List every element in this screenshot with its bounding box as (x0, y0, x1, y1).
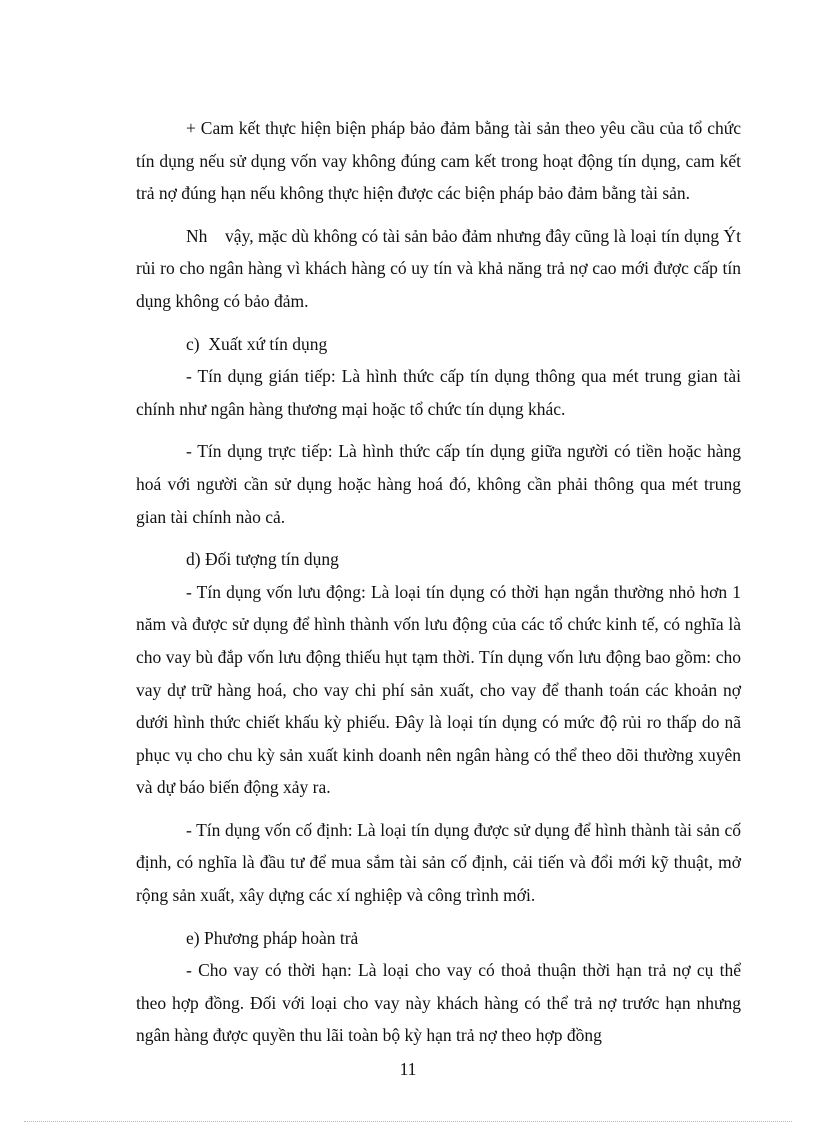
page-body (136, 112, 746, 1062)
paragraph-fixed-capital-credit: - Tín dụng vốn cố định: Là loại tín dụng được sử dụng để hình thành tài sản cố định, có nghĩa là đầu tư để mua sắm tài sản cố định, cải tiến và đổi mới kỹ thuật, mở rộng sản xuất, xây dựng các xí nghiệp và công trình mới. (136, 819, 741, 906)
paragraph-term-loan: - Cho vay có thời hạn: Là loại cho vay có thoả thuận thời hạn trả nợ cụ thể theo hợp đồng. Đối với loại cho vay này khách hàng có thể trả nợ trước hạn nhưng ngân hàng được quyền thu lãi toàn bộ kỳ hạn trả nợ theo hợp đồng (136, 960, 741, 1046)
heading-credit-origin: c) Xuất xứ tín dụng (186, 333, 328, 354)
heading-repayment-method: e) Phương pháp hoàn trả (186, 927, 359, 948)
paragraph-unsecured-credit: Nh vậy, mặc dù không có tài sản bảo đảm nhưng đây cũng là loại tín dụng Ýt rủi ro cho ngân hàng vì khách hàng có uy tín và khả năng trả nợ cao mới được cấp tín dụng không có bảo đảm. (136, 225, 746, 311)
paragraph-indirect-credit: - Tín dụng gián tiếp: Là hình thức cấp tín dụng thông qua mét trung gian tài chính như ngân hàng thương mại hoặc tổ chức tín dụng khác. (136, 366, 741, 419)
heading-credit-object: d) Đối tượng tín dụng (186, 549, 339, 570)
paragraph-direct-credit: - Tín dụng trực tiếp: Là hình thức cấp tín dụng giữa người có tiền hoặc hàng hoá với người cần sử dụng hoặc hàng hoá đó, không cần phải thông qua mét trung gian tài chính nào cả. (136, 441, 741, 527)
paragraph-commitment: + Cam kết thực hiện biện pháp bảo đảm bằng tài sản theo yêu cầu của tổ chức tín dụng nếu sử dụng vốn vay không đúng cam kết trong hoạt động tín dụng, cam kết trả nợ đúng hạn nếu không thực hiện được các biện pháp bảo đảm bằng tài sản. (136, 118, 741, 204)
page-number: 11 (399, 1059, 417, 1079)
page-bottom-divider (24, 1121, 792, 1122)
paragraph-working-capital-credit: - Tín dụng vốn lưu động: Là loại tín dụng có thời hạn ngắn thường nhỏ hơn 1 năm và được sử dụng để hình thành vốn lưu động của các tổ chức kinh tế, có nghĩa là cho vay bù đắp vốn lưu động thiếu hụt tạm thời. Tín dụng vốn lưu động bao gồm: cho vay dự trữ hàng hoá, cho vay chi phí sản xuất, cho vay để thanh toán các khoản nợ dưới hình thức chiết khấu kỳ phiếu. Đây là loại tín dụng có mức độ rủi ro thấp do nã phục vụ cho chu kỳ sản xuất kinh doanh nên ngân hàng có thể theo dõi thường xuyên và dự báo biến động xảy ra. (136, 581, 741, 798)
